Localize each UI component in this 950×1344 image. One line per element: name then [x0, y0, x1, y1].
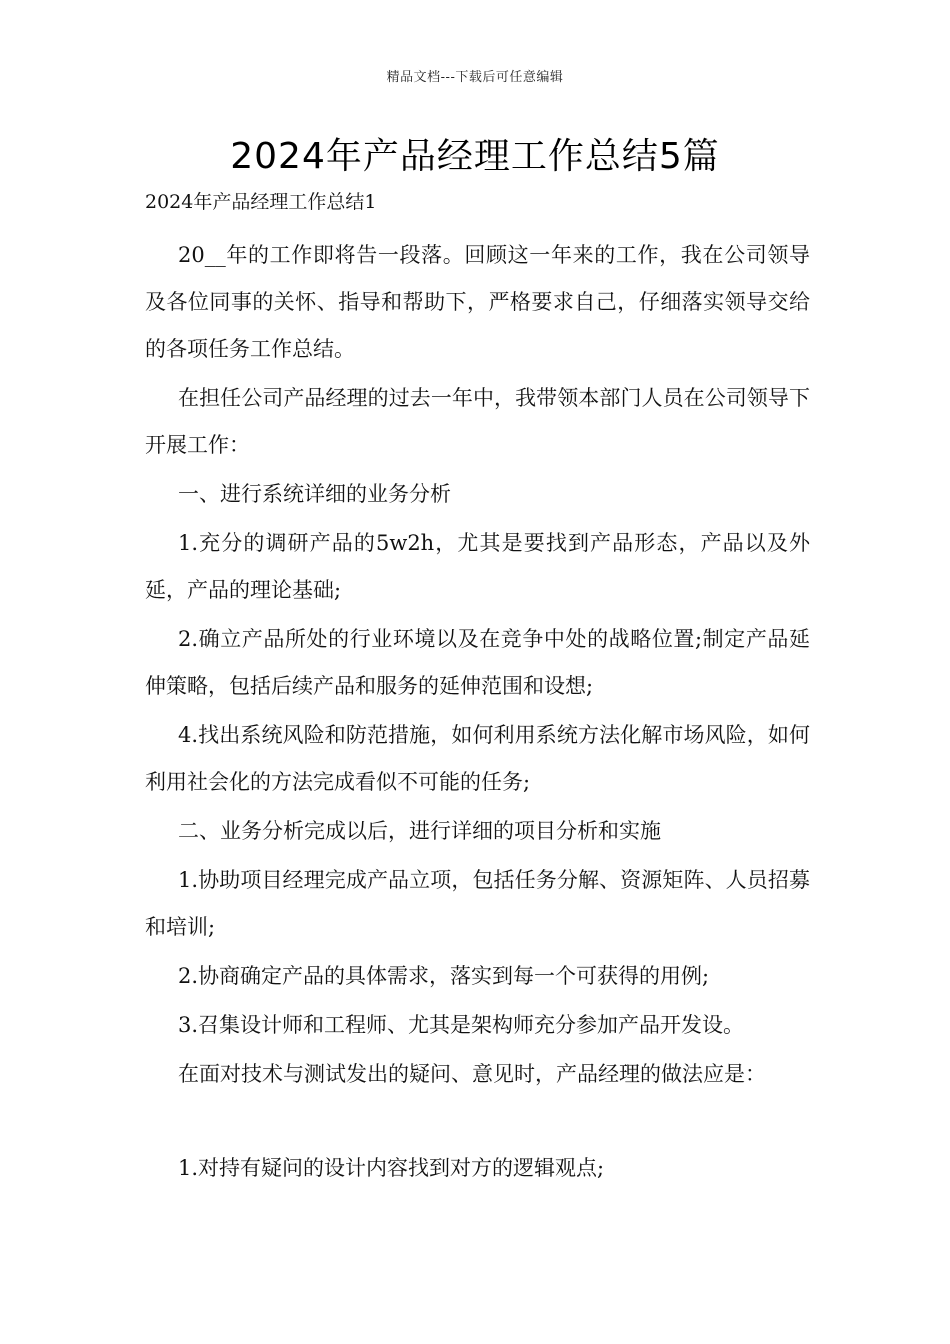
- document-subtitle: 2024年产品经理工作总结1: [145, 191, 377, 213]
- document-header-note: 精品文档---下载后可任意编辑: [386, 70, 564, 85]
- paragraph-response: 在面对技术与测试发出的疑问、意见时，产品经理的做法应是：: [178, 1062, 766, 1086]
- list-item: 4.找出系统风险和防范措施，如何利用系统方法化解市场风险，如何利用社会化的方法完成看似不可能的任务;: [145, 723, 810, 794]
- list-item: 2.确立产品所处的行业环境以及在竞争中处的战略位置;制定产品延伸策略，包括后续产品和服务的延伸范围和设想;: [145, 627, 810, 698]
- document-title: 2024年产品经理工作总结5篇: [230, 136, 720, 177]
- list-item: 3.召集设计师和工程师、尤其是架构师充分参加产品开发设。: [178, 1013, 745, 1037]
- section-heading-2: 二、业务分析完成以后，进行详细的项目分析和实施: [178, 819, 661, 843]
- paragraph-intro: 20__年的工作即将告一段落。回顾这一年来的工作，我在公司领导及各位同事的关怀、指导和帮助下，严格要求自己，仔细落实领导交给的各项任务工作总结。: [145, 243, 810, 361]
- paragraph-role: 在担任公司产品经理的过去一年中，我带领本部门人员在公司领导下开展工作：: [145, 386, 810, 457]
- list-item: 1.协助项目经理完成产品立项，包括任务分解、资源矩阵、人员招募和培训;: [145, 868, 810, 939]
- list-item: 2.协商确定产品的具体需求，落实到每一个可获得的用例;: [178, 964, 710, 988]
- list-item: 1.充分的调研产品的5w2h，尤其是要找到产品形态，产品以及外延，产品的理论基础;: [145, 531, 810, 602]
- section-heading-1: 一、进行系统详细的业务分析: [178, 482, 451, 506]
- document-body: [145, 232, 810, 1194]
- list-item: 1.对持有疑问的设计内容找到对方的逻辑观点;: [178, 1156, 605, 1180]
